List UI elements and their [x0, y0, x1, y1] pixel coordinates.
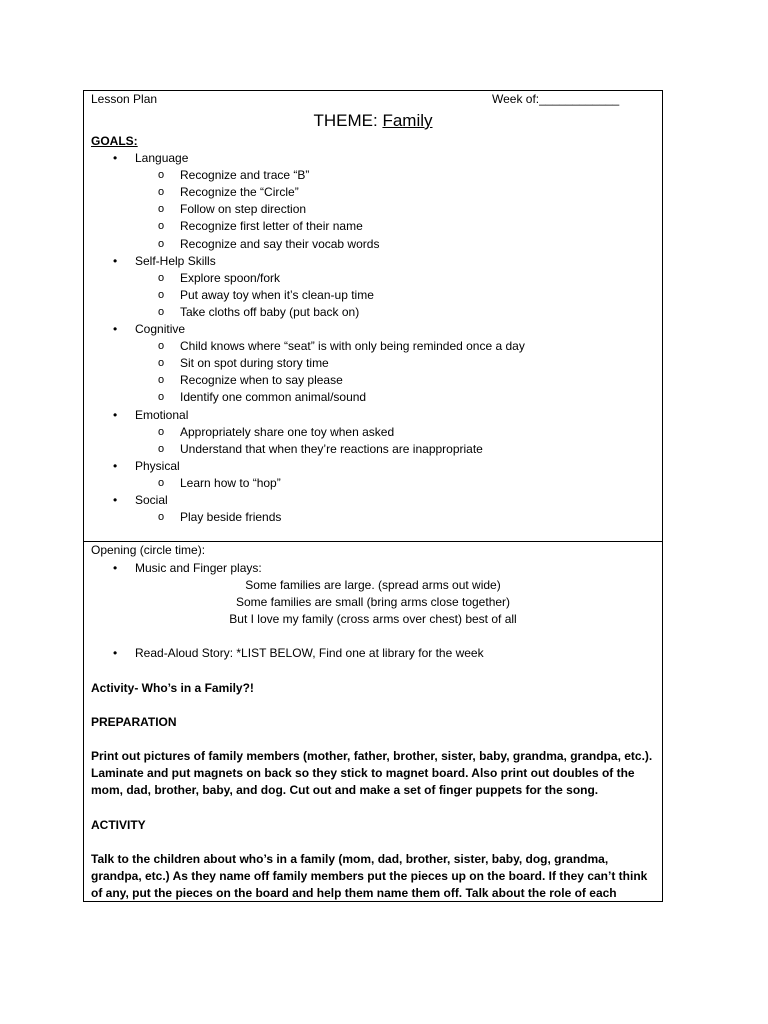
- activity-title: Activity- Who’s in a Family?!: [91, 681, 254, 695]
- sub-bullet-icon: o: [158, 340, 165, 353]
- sub-bullet-icon: o: [158, 305, 165, 318]
- week-of-field: Week of:____________: [492, 92, 620, 106]
- bullet-icon: •: [113, 407, 118, 422]
- goal-category: Cognitive: [135, 322, 186, 336]
- song-line: But I love my family (cross arms over chest) best of all: [229, 612, 517, 626]
- sub-bullet-icon: o: [158, 220, 165, 233]
- goal-category: Social: [135, 493, 168, 507]
- goal-item: Identify one common animal/sound: [180, 390, 367, 405]
- bullet-icon: •: [113, 493, 118, 507]
- sub-bullet-icon: o: [158, 271, 165, 284]
- bullet-icon: •: [113, 561, 118, 575]
- bullet-icon: •: [113, 151, 118, 165]
- theme-value: Family: [382, 111, 433, 130]
- goal-item: Explore spoon/fork: [180, 270, 281, 285]
- goal-item: Recognize the “Circle”: [180, 185, 299, 200]
- activity-heading: ACTIVITY: [91, 818, 146, 832]
- sub-bullet-icon: o: [158, 203, 165, 216]
- goal-item: Child knows where “seat” is with only being reminded once a day: [180, 339, 525, 354]
- bullet-icon: •: [113, 646, 118, 660]
- goal-item: Sit on spot during story time: [180, 356, 329, 371]
- read-aloud-label: Read-Aloud Story: *LIST BELOW, Find one at library for the week: [135, 646, 484, 660]
- sub-bullet-icon: o: [158, 237, 165, 250]
- preparation-heading: PREPARATION: [91, 715, 177, 729]
- music-label: Music and Finger plays:: [135, 561, 262, 575]
- goal-item: Take cloths off baby (put back on): [180, 304, 360, 319]
- sub-bullet-icon: o: [158, 425, 165, 438]
- sub-bullet-icon: o: [158, 288, 165, 301]
- goal-item: Understand that when they’re reactions are inappropriate: [180, 441, 483, 456]
- song-line: Some families are large. (spread arms out wide): [245, 578, 501, 592]
- lesson-plan-label: Lesson Plan: [91, 92, 158, 106]
- goal-item: Appropriately share one toy when asked: [180, 424, 395, 439]
- goal-item: Recognize and say their vocab words: [180, 236, 380, 251]
- sub-bullet-icon: o: [158, 169, 165, 182]
- goal-item: Recognize when to say please: [180, 373, 343, 388]
- theme-label: THEME:: [313, 111, 383, 130]
- bullet-icon: •: [113, 322, 118, 336]
- opening-heading: Opening (circle time):: [91, 543, 206, 557]
- sub-bullet-icon: o: [158, 511, 165, 524]
- goal-category: Language: [135, 151, 189, 165]
- goal-item: Recognize first letter of their name: [180, 219, 363, 234]
- goal-category: Physical: [135, 458, 180, 473]
- goal-item: Play beside friends: [180, 510, 282, 525]
- sub-bullet-icon: o: [158, 374, 165, 387]
- sub-bullet-icon: o: [158, 442, 165, 455]
- activity-section: [83, 541, 663, 902]
- goal-item: Put away toy when it’s clean-up time: [180, 287, 374, 302]
- sub-bullet-icon: o: [158, 186, 165, 199]
- preparation-text: Print out pictures of family members (mother, father, brother, sister, baby, grandma, grandpa, etc.). Laminate and put magnets on back so they stick to magnet board. Also print out doubles of the mom, dad, brother, baby, and dog. Cut out and make a set of finger puppets for the song.: [91, 749, 653, 798]
- bullet-icon: •: [113, 458, 118, 473]
- sub-bullet-icon: o: [158, 391, 165, 404]
- sub-bullet-icon: o: [158, 476, 165, 489]
- goal-item: Follow on step direction: [180, 202, 307, 217]
- goal-category: Self-Help Skills: [135, 253, 216, 268]
- goal-item: Learn how to “hop”: [180, 475, 281, 490]
- sub-bullet-icon: o: [158, 357, 165, 370]
- song-line: Some families are small (bring arms close together): [235, 595, 511, 609]
- goals-heading: GOALS:: [91, 134, 138, 148]
- goal-category: Emotional: [135, 407, 189, 422]
- goal-item: Recognize and trace “B”: [180, 168, 310, 183]
- activity-text: Talk to the children about who’s in a family (mom, dad, brother, sister, baby, dog, grandma, grandpa, etc.) As they name off family members put the pieces up on the board. If they can’t think of any, put the pieces on the board and help them name them off. Talk about the role of each: [91, 852, 648, 901]
- goals-section: [83, 90, 663, 542]
- bullet-icon: •: [113, 253, 118, 268]
- theme-title: [84, 111, 662, 131]
